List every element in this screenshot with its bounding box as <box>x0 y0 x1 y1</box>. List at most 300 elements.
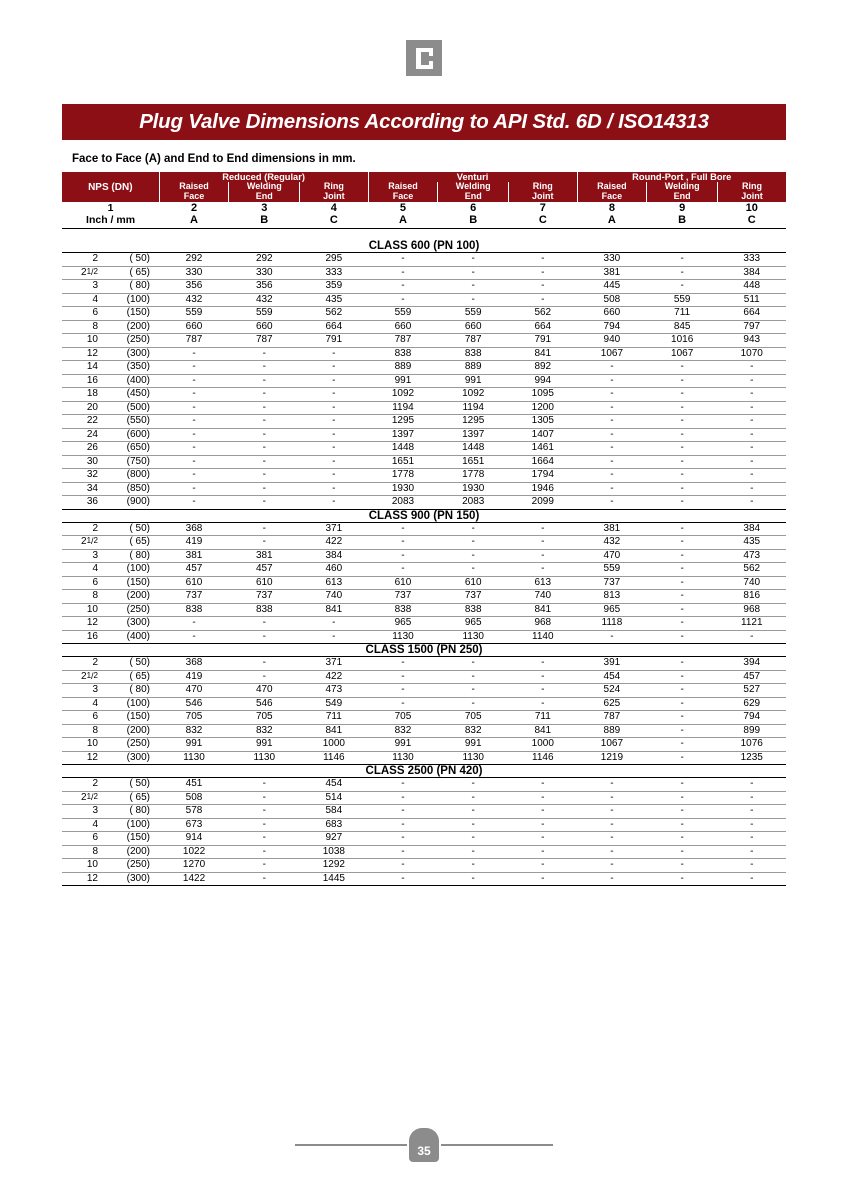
row-nps: 2 ( 50) <box>62 657 159 671</box>
cell-2: - <box>300 455 368 469</box>
cell-1: 470 <box>229 684 300 698</box>
row-nps: 8 (200) <box>62 724 159 738</box>
cell-4: 660 <box>438 320 509 334</box>
cell-4: - <box>438 859 509 873</box>
cell-7: - <box>647 859 718 873</box>
cell-6: - <box>577 845 647 859</box>
header-sub-2: Ring Joint <box>300 182 368 202</box>
cell-7: - <box>647 818 718 832</box>
cell-4: - <box>438 697 509 711</box>
cell-3: 705 <box>368 711 438 725</box>
table-row <box>62 347 786 361</box>
cell-8: - <box>718 469 786 483</box>
cell-5: 1664 <box>509 455 577 469</box>
cell-4: 1448 <box>438 442 509 456</box>
cell-7: - <box>647 374 718 388</box>
cell-1: - <box>229 482 300 496</box>
table-row <box>62 293 786 307</box>
table-row <box>62 549 786 563</box>
cell-6: 940 <box>577 334 647 348</box>
cell-8: 664 <box>718 307 786 321</box>
cell-1: - <box>229 859 300 873</box>
cell-6: - <box>577 415 647 429</box>
cell-6: 1067 <box>577 347 647 361</box>
cell-0: 1022 <box>159 845 229 859</box>
cell-7: - <box>647 872 718 886</box>
cell-2: - <box>300 374 368 388</box>
cell-1: 705 <box>229 711 300 725</box>
cell-6: - <box>577 496 647 510</box>
cell-5: - <box>509 778 577 792</box>
cell-0: - <box>159 361 229 375</box>
cell-5: 994 <box>509 374 577 388</box>
cell-7: - <box>647 778 718 792</box>
table-row <box>62 872 786 886</box>
column-letter-2: C <box>329 214 338 227</box>
cell-6: - <box>577 469 647 483</box>
cell-8: - <box>718 778 786 792</box>
cell-6: 381 <box>577 266 647 280</box>
cell-5: - <box>509 266 577 280</box>
cell-8: 1070 <box>718 347 786 361</box>
cell-8: - <box>718 455 786 469</box>
cell-3: - <box>368 791 438 805</box>
cell-6: 625 <box>577 697 647 711</box>
cell-5: 1305 <box>509 415 577 429</box>
cell-6: 813 <box>577 590 647 604</box>
cell-6: 454 <box>577 670 647 684</box>
section-title-row <box>62 229 786 253</box>
table-row <box>62 805 786 819</box>
cell-8: - <box>718 388 786 402</box>
cell-6: - <box>577 872 647 886</box>
cell-1: - <box>229 361 300 375</box>
cell-3: 838 <box>368 603 438 617</box>
cell-6: 1067 <box>577 738 647 752</box>
cell-3: 610 <box>368 576 438 590</box>
cell-3: 2083 <box>368 496 438 510</box>
cell-1: - <box>229 536 300 550</box>
cell-2: 384 <box>300 549 368 563</box>
section-title: CLASS 600 (PN 100) <box>368 240 480 253</box>
cell-1: - <box>229 347 300 361</box>
cell-6: - <box>577 428 647 442</box>
cell-7: - <box>647 522 718 536</box>
cell-4: 1397 <box>438 428 509 442</box>
cell-2: - <box>300 630 368 644</box>
cell-0: - <box>159 617 229 631</box>
cell-6: 660 <box>577 307 647 321</box>
row-nps: 8 (200) <box>62 320 159 334</box>
cell-0: 914 <box>159 832 229 846</box>
cell-0: 330 <box>159 266 229 280</box>
cell-4: - <box>438 253 509 267</box>
section-title-row <box>62 765 786 778</box>
cell-2: - <box>300 617 368 631</box>
cell-4: - <box>438 818 509 832</box>
cell-3: 832 <box>368 724 438 738</box>
cell-4: - <box>438 266 509 280</box>
cell-7: - <box>647 415 718 429</box>
table-row <box>62 307 786 321</box>
company-logo-icon <box>406 40 442 76</box>
cell-5: - <box>509 872 577 886</box>
column-number-2: 4 <box>330 202 337 215</box>
cell-1: - <box>229 496 300 510</box>
cell-0: 419 <box>159 536 229 550</box>
cell-3: - <box>368 657 438 671</box>
row-nps: 6 (150) <box>62 576 159 590</box>
cell-7: - <box>647 549 718 563</box>
table-row <box>62 576 786 590</box>
row-nps: 32 (800) <box>62 469 159 483</box>
cell-6: - <box>577 442 647 456</box>
logo-container <box>62 0 786 76</box>
cell-0: 610 <box>159 576 229 590</box>
cell-1: 1130 <box>229 751 300 765</box>
table-row <box>62 697 786 711</box>
cell-5: - <box>509 253 577 267</box>
cell-4: 610 <box>438 576 509 590</box>
row-nps: 4 (100) <box>62 563 159 577</box>
row-nps: 21/2 ( 65) <box>62 536 159 550</box>
row-nps: 10 (250) <box>62 603 159 617</box>
row-nps: 24 (600) <box>62 428 159 442</box>
cell-0: - <box>159 455 229 469</box>
cell-1: 457 <box>229 563 300 577</box>
cell-1: 546 <box>229 697 300 711</box>
cell-3: - <box>368 684 438 698</box>
table-row <box>62 455 786 469</box>
cell-8: 384 <box>718 266 786 280</box>
cell-5: 892 <box>509 361 577 375</box>
cell-5: - <box>509 859 577 873</box>
cell-1: 381 <box>229 549 300 563</box>
cell-6: 524 <box>577 684 647 698</box>
cell-2: - <box>300 401 368 415</box>
cell-6: 330 <box>577 253 647 267</box>
cell-8: 527 <box>718 684 786 698</box>
row-nps: 12 (300) <box>62 617 159 631</box>
cell-8: 435 <box>718 536 786 550</box>
cell-2: 740 <box>300 590 368 604</box>
column-letter-6: A <box>607 214 616 227</box>
cell-7: - <box>647 805 718 819</box>
cell-0: 832 <box>159 724 229 738</box>
cell-7: - <box>647 684 718 698</box>
cell-0: 381 <box>159 549 229 563</box>
table-row <box>62 778 786 792</box>
cell-7: - <box>647 401 718 415</box>
cell-8: - <box>718 859 786 873</box>
cell-6: 1118 <box>577 617 647 631</box>
header-group-2: Round-Port , Full Bore <box>577 172 786 182</box>
cell-7: - <box>647 455 718 469</box>
cell-6: - <box>577 805 647 819</box>
row-nps: 10 (250) <box>62 859 159 873</box>
cell-1: 356 <box>229 280 300 294</box>
cell-5: - <box>509 845 577 859</box>
cell-2: 1038 <box>300 845 368 859</box>
cell-1: - <box>229 657 300 671</box>
cell-2: - <box>300 388 368 402</box>
cell-0: 419 <box>159 670 229 684</box>
table-column-numbers <box>62 202 786 214</box>
cell-7: - <box>647 791 718 805</box>
cell-2: 514 <box>300 791 368 805</box>
cell-6: 445 <box>577 280 647 294</box>
cell-7: - <box>647 630 718 644</box>
row-nps: 21/2 ( 65) <box>62 670 159 684</box>
cell-8: 473 <box>718 549 786 563</box>
section-title: CLASS 2500 (PN 420) <box>365 765 483 778</box>
cell-3: - <box>368 253 438 267</box>
cell-7: - <box>647 832 718 846</box>
cell-6: - <box>577 455 647 469</box>
cell-8: 394 <box>718 657 786 671</box>
cell-8: 740 <box>718 576 786 590</box>
cell-2: 613 <box>300 576 368 590</box>
cell-3: - <box>368 670 438 684</box>
cell-8: - <box>718 482 786 496</box>
cell-0: - <box>159 482 229 496</box>
cell-4: 965 <box>438 617 509 631</box>
logo-glyph <box>416 48 433 69</box>
cell-4: 737 <box>438 590 509 604</box>
cell-1: - <box>229 388 300 402</box>
cell-5: - <box>509 818 577 832</box>
cell-5: 1946 <box>509 482 577 496</box>
cell-8: - <box>718 496 786 510</box>
section-title-row <box>62 509 786 522</box>
cell-3: 838 <box>368 347 438 361</box>
cell-0: 508 <box>159 791 229 805</box>
row-nps: 4 (100) <box>62 293 159 307</box>
cell-4: 991 <box>438 374 509 388</box>
table-row <box>62 361 786 375</box>
cell-4: - <box>438 657 509 671</box>
cell-0: - <box>159 496 229 510</box>
table-row <box>62 563 786 577</box>
cell-2: 422 <box>300 670 368 684</box>
cell-7: - <box>647 711 718 725</box>
section-title: CLASS 900 (PN 150) <box>368 509 480 522</box>
row-nps: 6 (150) <box>62 307 159 321</box>
table-row <box>62 791 786 805</box>
cell-7: - <box>647 253 718 267</box>
cell-8: - <box>718 818 786 832</box>
cell-5: 562 <box>509 307 577 321</box>
cell-3: - <box>368 778 438 792</box>
cell-4: 991 <box>438 738 509 752</box>
cell-4: 1295 <box>438 415 509 429</box>
cell-2: 422 <box>300 536 368 550</box>
cell-1: - <box>229 455 300 469</box>
cell-7: - <box>647 428 718 442</box>
cell-5: 1200 <box>509 401 577 415</box>
table-row <box>62 603 786 617</box>
cell-6: - <box>577 818 647 832</box>
cell-8: - <box>718 872 786 886</box>
table-row <box>62 428 786 442</box>
cell-0: - <box>159 428 229 442</box>
column-number-0: 2 <box>190 202 198 215</box>
cell-7: - <box>647 576 718 590</box>
cell-0: 838 <box>159 603 229 617</box>
cell-4: 1130 <box>438 630 509 644</box>
cell-7: - <box>647 266 718 280</box>
table-row <box>62 266 786 280</box>
table-row <box>62 738 786 752</box>
cell-0: 673 <box>159 818 229 832</box>
header-sub-3: Raised Face <box>368 182 438 202</box>
cell-3: - <box>368 293 438 307</box>
header-sub-0: Raised Face <box>159 182 229 202</box>
cell-1: - <box>229 630 300 644</box>
cell-7: - <box>647 361 718 375</box>
cell-7: 1067 <box>647 347 718 361</box>
cell-3: 737 <box>368 590 438 604</box>
cell-1: - <box>229 778 300 792</box>
cell-1: - <box>229 374 300 388</box>
cell-3: 991 <box>368 374 438 388</box>
cell-2: 927 <box>300 832 368 846</box>
row-nps: 3 ( 80) <box>62 280 159 294</box>
cell-0: 705 <box>159 711 229 725</box>
cell-5: 740 <box>509 590 577 604</box>
cell-3: - <box>368 818 438 832</box>
cell-7: 845 <box>647 320 718 334</box>
cell-4: 1130 <box>438 751 509 765</box>
cell-1: - <box>229 791 300 805</box>
cell-7: - <box>647 563 718 577</box>
cell-0: - <box>159 442 229 456</box>
table-row <box>62 711 786 725</box>
cell-2: 841 <box>300 724 368 738</box>
row-nps: 10 (250) <box>62 334 159 348</box>
cell-2: 683 <box>300 818 368 832</box>
cell-0: 470 <box>159 684 229 698</box>
cell-4: - <box>438 536 509 550</box>
cell-6: 787 <box>577 711 647 725</box>
cell-4: - <box>438 791 509 805</box>
cell-5: 1461 <box>509 442 577 456</box>
cell-1: 660 <box>229 320 300 334</box>
cell-0: 457 <box>159 563 229 577</box>
cell-2: 791 <box>300 334 368 348</box>
cell-4: 1194 <box>438 401 509 415</box>
row-nps: 6 (150) <box>62 832 159 846</box>
cell-4: - <box>438 293 509 307</box>
cell-3: - <box>368 536 438 550</box>
cell-4: 787 <box>438 334 509 348</box>
header-group-1: Venturi <box>368 172 577 182</box>
cell-2: 371 <box>300 522 368 536</box>
row-nps: 18 (450) <box>62 388 159 402</box>
cell-7: - <box>647 845 718 859</box>
section-title-row <box>62 644 786 657</box>
cell-5: - <box>509 563 577 577</box>
cell-3: 889 <box>368 361 438 375</box>
cell-3: 1130 <box>368 751 438 765</box>
cell-4: 1930 <box>438 482 509 496</box>
table-column-letters <box>62 214 786 226</box>
column-letter-5: C <box>538 214 547 227</box>
table-row <box>62 724 786 738</box>
cell-2: 1292 <box>300 859 368 873</box>
cell-6: 381 <box>577 522 647 536</box>
header-sub-1: Welding End <box>229 182 300 202</box>
row-nps: 36 (900) <box>62 496 159 510</box>
cell-8: - <box>718 415 786 429</box>
cell-2: - <box>300 496 368 510</box>
page-number-badge <box>409 1128 439 1162</box>
cell-6: 432 <box>577 536 647 550</box>
cell-7: - <box>647 496 718 510</box>
cell-0: - <box>159 401 229 415</box>
cell-7: - <box>647 590 718 604</box>
cell-7: - <box>647 442 718 456</box>
cell-3: 660 <box>368 320 438 334</box>
cell-2: 333 <box>300 266 368 280</box>
cell-2: 549 <box>300 697 368 711</box>
table-row <box>62 320 786 334</box>
cell-8: 457 <box>718 670 786 684</box>
cell-2: 473 <box>300 684 368 698</box>
row-nps: 4 (100) <box>62 818 159 832</box>
cell-0: - <box>159 469 229 483</box>
table-row <box>62 401 786 415</box>
cell-2: 711 <box>300 711 368 725</box>
row-nps: 21/2 ( 65) <box>62 791 159 805</box>
table-row <box>62 442 786 456</box>
cell-5: 1095 <box>509 388 577 402</box>
cell-4: - <box>438 280 509 294</box>
cell-3: 965 <box>368 617 438 631</box>
cell-1: - <box>229 442 300 456</box>
cell-6: 737 <box>577 576 647 590</box>
cell-6: - <box>577 374 647 388</box>
row-nps: 12 (300) <box>62 872 159 886</box>
cell-2: - <box>300 415 368 429</box>
cell-7: - <box>647 738 718 752</box>
cell-0: 1270 <box>159 859 229 873</box>
cell-8: 816 <box>718 590 786 604</box>
cell-1: 292 <box>229 253 300 267</box>
cell-2: 841 <box>300 603 368 617</box>
cell-8: 511 <box>718 293 786 307</box>
table-row <box>62 536 786 550</box>
cell-8: 797 <box>718 320 786 334</box>
cell-1: - <box>229 818 300 832</box>
column-number-7: 9 <box>679 202 686 215</box>
row-nps: 6 (150) <box>62 711 159 725</box>
table-row <box>62 832 786 846</box>
cell-0: 578 <box>159 805 229 819</box>
cell-8: - <box>718 442 786 456</box>
cell-5: 664 <box>509 320 577 334</box>
table-row <box>62 415 786 429</box>
cell-5: 791 <box>509 334 577 348</box>
table-row <box>62 657 786 671</box>
row-nps: 3 ( 80) <box>62 684 159 698</box>
cell-8: 333 <box>718 253 786 267</box>
cell-4: - <box>438 670 509 684</box>
cell-3: 1295 <box>368 415 438 429</box>
column-number-8: 10 <box>745 202 758 215</box>
cell-4: - <box>438 845 509 859</box>
cell-3: - <box>368 872 438 886</box>
